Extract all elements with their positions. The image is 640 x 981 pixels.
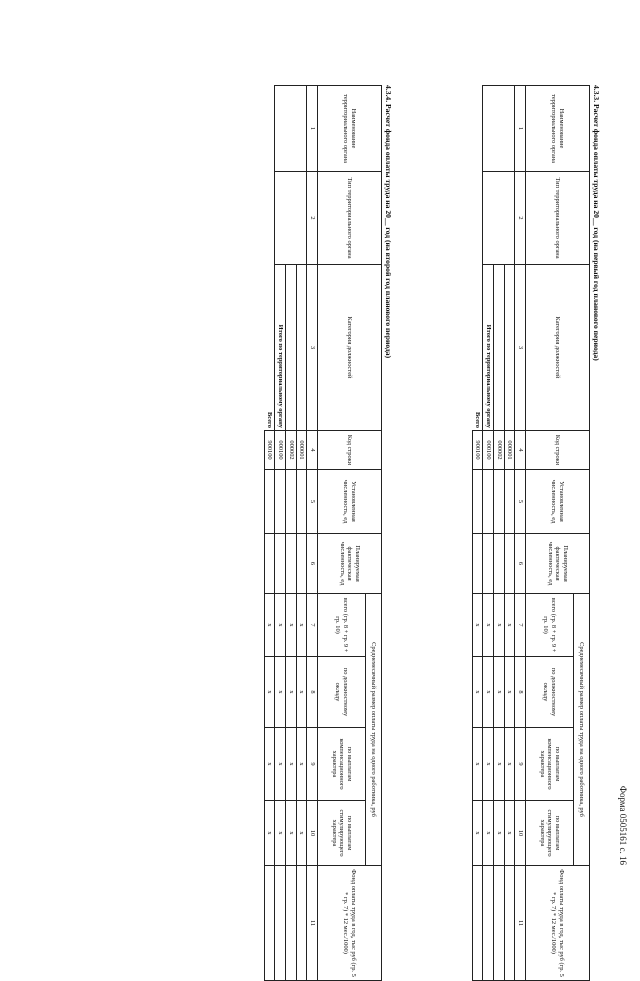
section-4-3-3-title: 4.3.3. Расчет фонда оплаты труда на 20__ год (на первый год планового периода) — [592, 85, 601, 361]
header-comp-payments: по выплатам компенсационного характера — [526, 728, 574, 801]
salary-cell: x — [483, 657, 494, 728]
salary-cell: x — [504, 657, 515, 728]
comp-cell: x — [275, 728, 286, 801]
planned-headcount-cell[interactable] — [504, 534, 515, 594]
salary-cell: x — [472, 657, 483, 728]
comp-cell: x — [285, 728, 296, 801]
col-number: 1 — [515, 86, 526, 172]
row-code: 000100 — [483, 431, 494, 470]
header-by-salary: по должностному окладу — [318, 657, 366, 728]
total-cell: x — [472, 594, 483, 657]
col-number: 6 — [307, 534, 318, 594]
total-cell: x — [493, 594, 504, 657]
col-number: 5 — [515, 470, 526, 534]
header-by-salary: по должностному окладу — [526, 657, 574, 728]
total-cell: x — [275, 594, 286, 657]
form-code: Форма 0505161 с. 16 — [618, 785, 628, 865]
header-planned-headcount: Планируемая фактическая численность, ед — [526, 534, 590, 594]
col-number: 7 — [307, 594, 318, 657]
comp-cell: x — [504, 728, 515, 801]
incentive-cell: x — [285, 801, 296, 866]
payroll-fund-cell[interactable] — [275, 866, 286, 981]
col-number: 2 — [515, 172, 526, 265]
payroll-fund-cell[interactable] — [504, 866, 515, 981]
header-approved-headcount: Установленная численность, ед — [526, 470, 590, 534]
planned-headcount-cell[interactable] — [264, 534, 275, 594]
approved-headcount-cell[interactable] — [275, 470, 286, 534]
approved-headcount-cell[interactable] — [472, 470, 483, 534]
col-number: 9 — [515, 728, 526, 801]
grand-total-row — [264, 86, 275, 981]
col-number: 6 — [515, 534, 526, 594]
comp-cell: x — [264, 728, 275, 801]
category-cell[interactable] — [285, 265, 296, 431]
approved-headcount-cell[interactable] — [504, 470, 515, 534]
header-comp-payments: по выплатам компенсационного характера — [318, 728, 366, 801]
header-total: всего (гр. 8 + гр. 9 + гр. 10) — [526, 594, 574, 657]
comp-cell: x — [296, 728, 307, 801]
col-number: 7 — [515, 594, 526, 657]
comp-cell: x — [472, 728, 483, 801]
row-code: 000002 — [493, 431, 504, 470]
payroll-fund-cell[interactable] — [285, 866, 296, 981]
col-number: 1 — [307, 86, 318, 172]
salary-cell: x — [275, 657, 286, 728]
col-number: 10 — [307, 801, 318, 866]
col-number: 4 — [307, 431, 318, 470]
payroll-fund-cell[interactable] — [296, 866, 307, 981]
comp-cell: x — [483, 728, 494, 801]
payroll-fund-cell[interactable] — [483, 866, 494, 981]
header-avg-salary-group: Среднемесячный размер оплаты труда на одного работника, руб — [366, 594, 382, 866]
col-number: 8 — [307, 657, 318, 728]
header-total: всего (гр. 8 + гр. 9 + гр. 10) — [318, 594, 366, 657]
total-cell: x — [264, 594, 275, 657]
incentive-cell: x — [472, 801, 483, 866]
salary-cell: x — [264, 657, 275, 728]
salary-cell: x — [285, 657, 296, 728]
incentive-cell: x — [264, 801, 275, 866]
planned-headcount-cell[interactable] — [472, 534, 483, 594]
incentive-cell: x — [275, 801, 286, 866]
category-cell[interactable] — [493, 265, 504, 431]
payroll-table-year-2 — [264, 85, 382, 981]
planned-headcount-cell[interactable] — [493, 534, 504, 594]
header-org-type: Тип территориального органа — [318, 172, 382, 265]
subtotal-label: Итого по территориальному органу — [275, 265, 286, 431]
header-planned-headcount: Планируемая фактическая численность, ед — [318, 534, 382, 594]
header-position-category: Категория должностей — [526, 265, 590, 431]
planned-headcount-cell[interactable] — [285, 534, 296, 594]
col-number: 11 — [307, 866, 318, 981]
approved-headcount-cell[interactable] — [264, 470, 275, 534]
payroll-fund-cell[interactable] — [472, 866, 483, 981]
planned-headcount-cell[interactable] — [483, 534, 494, 594]
incentive-cell: x — [504, 801, 515, 866]
col-number: 8 — [515, 657, 526, 728]
header-payroll-fund: Фонд оплаты труда в год, тыс руб (гр. 5 * гр. 7) * 12 мес./1000) — [318, 866, 382, 981]
row-code: 000100 — [275, 431, 286, 470]
col-number: 4 — [515, 431, 526, 470]
row-code: 000002 — [285, 431, 296, 470]
total-label: Всего — [264, 86, 275, 431]
planned-headcount-cell[interactable] — [296, 534, 307, 594]
col-number: 5 — [307, 470, 318, 534]
org-type-cell[interactable] — [483, 172, 515, 265]
category-cell[interactable] — [504, 265, 515, 431]
planned-headcount-cell[interactable] — [275, 534, 286, 594]
header-row-code: Код строки — [318, 431, 382, 470]
salary-cell: x — [493, 657, 504, 728]
org-name-cell[interactable] — [275, 86, 307, 172]
incentive-cell: x — [493, 801, 504, 866]
payroll-fund-cell[interactable] — [493, 866, 504, 981]
total-cell: x — [296, 594, 307, 657]
payroll-fund-cell[interactable] — [264, 866, 275, 981]
org-type-cell[interactable] — [275, 172, 307, 265]
table-row — [504, 86, 515, 981]
column-number-row — [515, 86, 526, 981]
approved-headcount-cell[interactable] — [493, 470, 504, 534]
col-number: 11 — [515, 866, 526, 981]
header-approved-headcount: Установленная численность, ед — [318, 470, 382, 534]
payroll-table-year-1 — [472, 85, 590, 981]
header-position-category: Категория должностей — [318, 265, 382, 431]
approved-headcount-cell[interactable] — [285, 470, 296, 534]
org-name-cell[interactable] — [483, 86, 515, 172]
row-code: 900100 — [472, 431, 483, 470]
col-number: 9 — [307, 728, 318, 801]
incentive-cell: x — [296, 801, 307, 866]
col-number: 2 — [307, 172, 318, 265]
row-code: 000001 — [504, 431, 515, 470]
approved-headcount-cell[interactable] — [296, 470, 307, 534]
col-number: 3 — [515, 265, 526, 431]
salary-cell: x — [296, 657, 307, 728]
total-cell: x — [285, 594, 296, 657]
header-payroll-fund: Фонд оплаты труда в год, тыс руб (гр. 5 * гр. 7) * 12 мес./1000) — [526, 866, 590, 981]
col-number: 3 — [307, 265, 318, 431]
section-4-3-4-title: 4.3.4. Расчет фонда оплаты труда на 20__ год (на второй год планового периода) — [384, 85, 393, 359]
total-cell: x — [504, 594, 515, 657]
header-org-name: Наименование территориального органа — [526, 86, 590, 172]
header-incentive-payments: по выплатам стимулирующего характера — [318, 801, 366, 866]
col-number: 10 — [515, 801, 526, 866]
total-cell: x — [483, 594, 494, 657]
header-row-code: Код строки — [526, 431, 590, 470]
approved-headcount-cell[interactable] — [483, 470, 494, 534]
subtotal-label: Итого по территориальному органу — [483, 265, 494, 431]
row-code: 900100 — [264, 431, 275, 470]
table-row — [296, 86, 307, 981]
header-incentive-payments: по выплатам стимулирующего характера — [526, 801, 574, 866]
header-avg-salary-group: Среднемесячный размер оплаты труда на одного работника, руб — [574, 594, 590, 866]
incentive-cell: x — [483, 801, 494, 866]
grand-total-row — [472, 86, 483, 981]
header-org-name: Наименование территориального органа — [318, 86, 382, 172]
total-label: Всего — [472, 86, 483, 431]
header-org-type: Тип территориального органа — [526, 172, 590, 265]
column-number-row — [307, 86, 318, 981]
category-cell[interactable] — [296, 265, 307, 431]
comp-cell: x — [493, 728, 504, 801]
row-code: 000001 — [296, 431, 307, 470]
